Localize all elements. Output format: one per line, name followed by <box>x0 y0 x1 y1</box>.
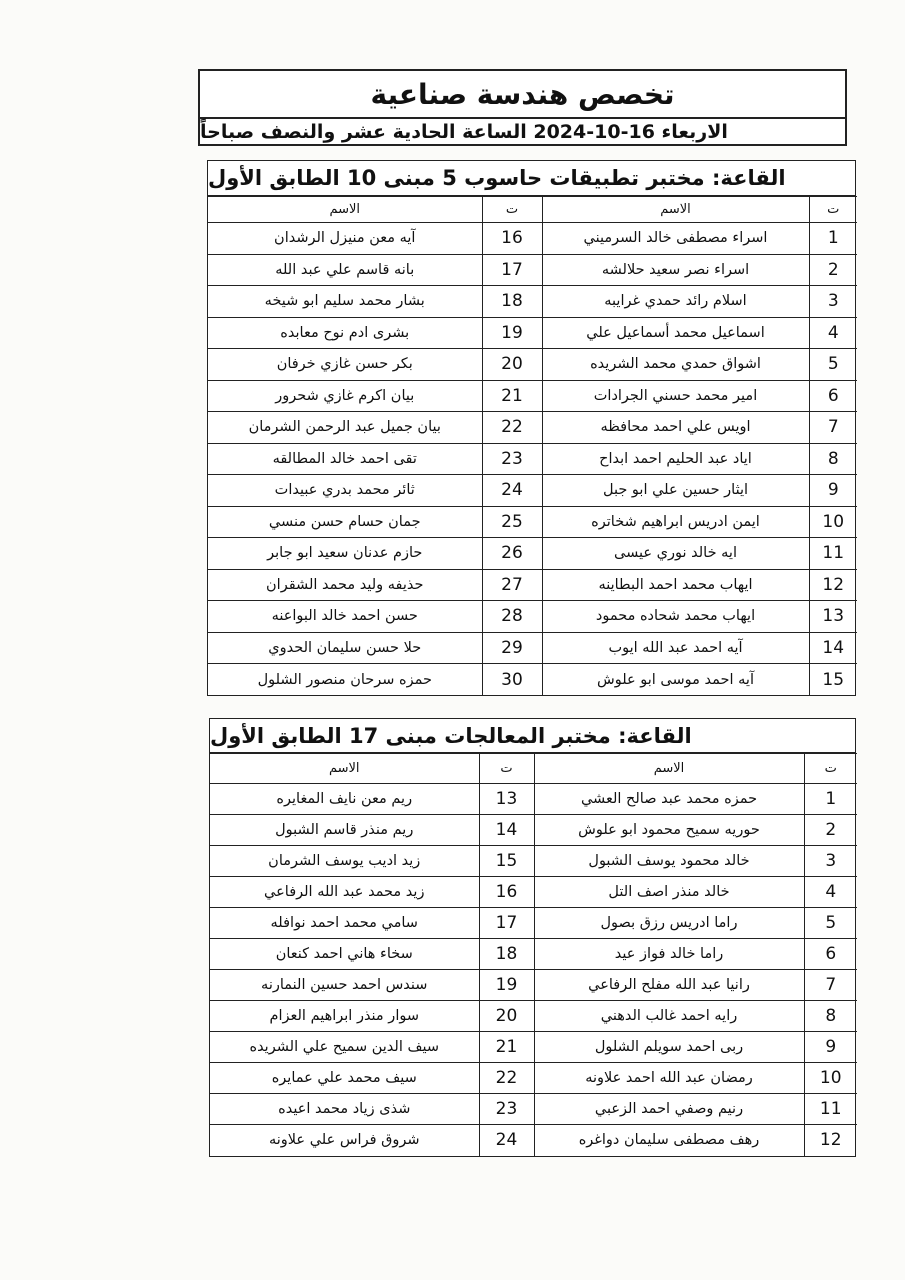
col-header-name: الاسم <box>542 197 809 223</box>
student-name: ربى احمد سويلم الشلول <box>534 1032 804 1063</box>
hall-block-2 <box>209 718 856 1157</box>
student-number: 12 <box>804 1125 857 1156</box>
student-name: سيف محمد علي عمايره <box>210 1063 479 1094</box>
col-header-num: ت <box>482 197 542 223</box>
table-row <box>208 317 857 349</box>
student-name: خالد منذر اصف التل <box>534 877 804 908</box>
student-number: 30 <box>482 664 542 696</box>
student-number: 2 <box>809 254 857 286</box>
student-name: حمزه سرحان منصور الشلول <box>208 664 482 696</box>
student-name: آيه احمد موسى ابو علوش <box>542 664 809 696</box>
student-name: آيه احمد عبد الله ايوب <box>542 632 809 664</box>
table-row <box>210 877 857 908</box>
student-name: حمزه محمد عبد صالح العشي <box>534 784 804 815</box>
student-name: رنيم وصفي احمد الزعبي <box>534 1094 804 1125</box>
table-row <box>208 569 857 601</box>
student-name: حسن احمد خالد البواعنه <box>208 601 482 633</box>
specialty-title: تخصص هندسة صناعية <box>200 71 845 119</box>
table-row <box>210 908 857 939</box>
student-number: 11 <box>804 1094 857 1125</box>
col-header-num: ت <box>809 197 857 223</box>
students-table <box>210 753 857 1156</box>
table-row <box>208 538 857 570</box>
table-row <box>208 601 857 633</box>
student-number: 8 <box>809 443 857 475</box>
student-number: 12 <box>809 569 857 601</box>
table-row <box>210 970 857 1001</box>
student-number: 4 <box>809 317 857 349</box>
student-name: سيف الدين سميح علي الشريده <box>210 1032 479 1063</box>
table-row <box>208 223 857 255</box>
student-name: حوريه سميح محمود ابو علوش <box>534 815 804 846</box>
student-name: رانيا عبد الله مفلح الرفاعي <box>534 970 804 1001</box>
student-number: 6 <box>809 380 857 412</box>
table-row <box>210 939 857 970</box>
student-number: 17 <box>479 908 534 939</box>
student-name: اشواق حمدي محمد الشريده <box>542 349 809 381</box>
student-name: ايه خالد نوري عيسى <box>542 538 809 570</box>
table-row <box>210 1001 857 1032</box>
student-name: زيد اديب يوسف الشرمان <box>210 846 479 877</box>
student-number: 8 <box>804 1001 857 1032</box>
student-number: 1 <box>809 223 857 255</box>
student-number: 5 <box>809 349 857 381</box>
student-number: 22 <box>482 412 542 444</box>
student-name: اسماعيل محمد أسماعيل علي <box>542 317 809 349</box>
table-row <box>210 815 857 846</box>
student-number: 20 <box>479 1001 534 1032</box>
student-name: بشرى ادم نوح معابده <box>208 317 482 349</box>
student-name: ريم منذر قاسم الشبول <box>210 815 479 846</box>
student-name: رهف مصطفى سليمان دواغره <box>534 1125 804 1156</box>
student-number: 13 <box>809 601 857 633</box>
student-number: 16 <box>479 877 534 908</box>
student-name: خالد محمود يوسف الشبول <box>534 846 804 877</box>
student-number: 23 <box>479 1094 534 1125</box>
student-number: 24 <box>482 475 542 507</box>
student-number: 18 <box>479 939 534 970</box>
student-name: سخاء هاني احمد كنعان <box>210 939 479 970</box>
student-name: بيان جميل عبد الرحمن الشرمان <box>208 412 482 444</box>
student-name: حلا حسن سليمان الحدوي <box>208 632 482 664</box>
exam-date-time: الاربعاء 16-10-2024 الساعة الحادية عشر والنصف صباحاً <box>200 120 728 143</box>
student-number: 20 <box>482 349 542 381</box>
student-name: ثائر محمد بدري عبيدات <box>208 475 482 507</box>
table-row <box>208 475 857 507</box>
table-row <box>208 632 857 664</box>
student-number: 9 <box>809 475 857 507</box>
col-header-num: ت <box>804 754 857 784</box>
student-number: 13 <box>479 784 534 815</box>
student-name: سامي محمد احمد نوافله <box>210 908 479 939</box>
student-name: جمان حسام حسن منسي <box>208 506 482 538</box>
student-number: 7 <box>809 412 857 444</box>
student-name: اسراء مصطفى خالد السرميني <box>542 223 809 255</box>
student-name: رايه احمد غالب الدهني <box>534 1001 804 1032</box>
document-header <box>198 69 847 146</box>
student-number: 14 <box>479 815 534 846</box>
col-header-name: الاسم <box>208 197 482 223</box>
student-name: زيد محمد عبد الله الرفاعي <box>210 877 479 908</box>
table-row <box>208 506 857 538</box>
student-name: بكر حسن غازي خرفان <box>208 349 482 381</box>
student-number: 28 <box>482 601 542 633</box>
student-number: 16 <box>482 223 542 255</box>
student-name: سوار منذر ابراهيم العزام <box>210 1001 479 1032</box>
student-number: 18 <box>482 286 542 318</box>
student-number: 19 <box>479 970 534 1001</box>
student-number: 3 <box>804 846 857 877</box>
room-title: القاعة: مختبر المعالجات مبنى 17 الطابق الأول <box>210 719 855 753</box>
student-name: ايهاب محمد شحاده محمود <box>542 601 809 633</box>
student-number: 4 <box>804 877 857 908</box>
student-number: 3 <box>809 286 857 318</box>
student-name: راما ادريس رزق بصول <box>534 908 804 939</box>
table-row <box>208 349 857 381</box>
student-number: 10 <box>809 506 857 538</box>
table-row <box>210 784 857 815</box>
student-number: 9 <box>804 1032 857 1063</box>
student-name: تقى احمد خالد المطالقه <box>208 443 482 475</box>
student-number: 1 <box>804 784 857 815</box>
table-row <box>208 286 857 318</box>
student-name: حازم عدنان سعيد ابو جابر <box>208 538 482 570</box>
table-row <box>208 380 857 412</box>
student-number: 21 <box>482 380 542 412</box>
student-number: 17 <box>482 254 542 286</box>
student-name: رمضان عبد الله احمد علاونه <box>534 1063 804 1094</box>
student-number: 21 <box>479 1032 534 1063</box>
table-row <box>210 1032 857 1063</box>
student-number: 5 <box>804 908 857 939</box>
student-number: 15 <box>479 846 534 877</box>
student-name: حذيفه وليد محمد الشقران <box>208 569 482 601</box>
student-name: ريم معن نايف المغايره <box>210 784 479 815</box>
student-number: 11 <box>809 538 857 570</box>
student-name: بيان اكرم غازي شحرور <box>208 380 482 412</box>
table-row <box>210 1125 857 1156</box>
student-number: 26 <box>482 538 542 570</box>
student-name: ايمن ادريس ابراهيم شخاتره <box>542 506 809 538</box>
student-number: 10 <box>804 1063 857 1094</box>
col-header-name: الاسم <box>534 754 804 784</box>
student-name: ايثار حسين علي ابو جبل <box>542 475 809 507</box>
student-name: بشار محمد سليم ابو شيخه <box>208 286 482 318</box>
student-name: بانه قاسم علي عبد الله <box>208 254 482 286</box>
table-row <box>210 1094 857 1125</box>
table-row <box>208 443 857 475</box>
student-name: سندس احمد حسين النمارنه <box>210 970 479 1001</box>
hall-block-1 <box>207 160 856 696</box>
student-name: راما خالد فواز عيد <box>534 939 804 970</box>
table-row <box>210 1063 857 1094</box>
student-number: 7 <box>804 970 857 1001</box>
student-number: 14 <box>809 632 857 664</box>
table-row <box>210 846 857 877</box>
student-number: 27 <box>482 569 542 601</box>
student-number: 24 <box>479 1125 534 1156</box>
student-name: امير محمد حسني الجرادات <box>542 380 809 412</box>
student-number: 19 <box>482 317 542 349</box>
student-name: اويس علي احمد محافظه <box>542 412 809 444</box>
student-number: 22 <box>479 1063 534 1094</box>
student-name: اسلام رائد حمدي غرايبه <box>542 286 809 318</box>
room-title: القاعة: مختبر تطبيقات حاسوب 5 مبنى 10 الطابق الأول <box>208 161 855 196</box>
student-number: 29 <box>482 632 542 664</box>
table-row <box>208 254 857 286</box>
col-header-num: ت <box>479 754 534 784</box>
students-table <box>208 196 857 695</box>
col-header-name: الاسم <box>210 754 479 784</box>
student-name: اياد عبد الحليم احمد ابداح <box>542 443 809 475</box>
student-number: 15 <box>809 664 857 696</box>
student-number: 23 <box>482 443 542 475</box>
student-number: 25 <box>482 506 542 538</box>
table-row <box>208 412 857 444</box>
student-name: ايهاب محمد احمد البطاينه <box>542 569 809 601</box>
student-name: اسراء نصر سعيد حلالشه <box>542 254 809 286</box>
student-name: شروق فراس علي علاونه <box>210 1125 479 1156</box>
student-number: 6 <box>804 939 857 970</box>
student-number: 2 <box>804 815 857 846</box>
student-name: شذى زياد محمد اعيده <box>210 1094 479 1125</box>
student-name: آيه معن منيزل الرشدان <box>208 223 482 255</box>
table-row <box>208 664 857 696</box>
